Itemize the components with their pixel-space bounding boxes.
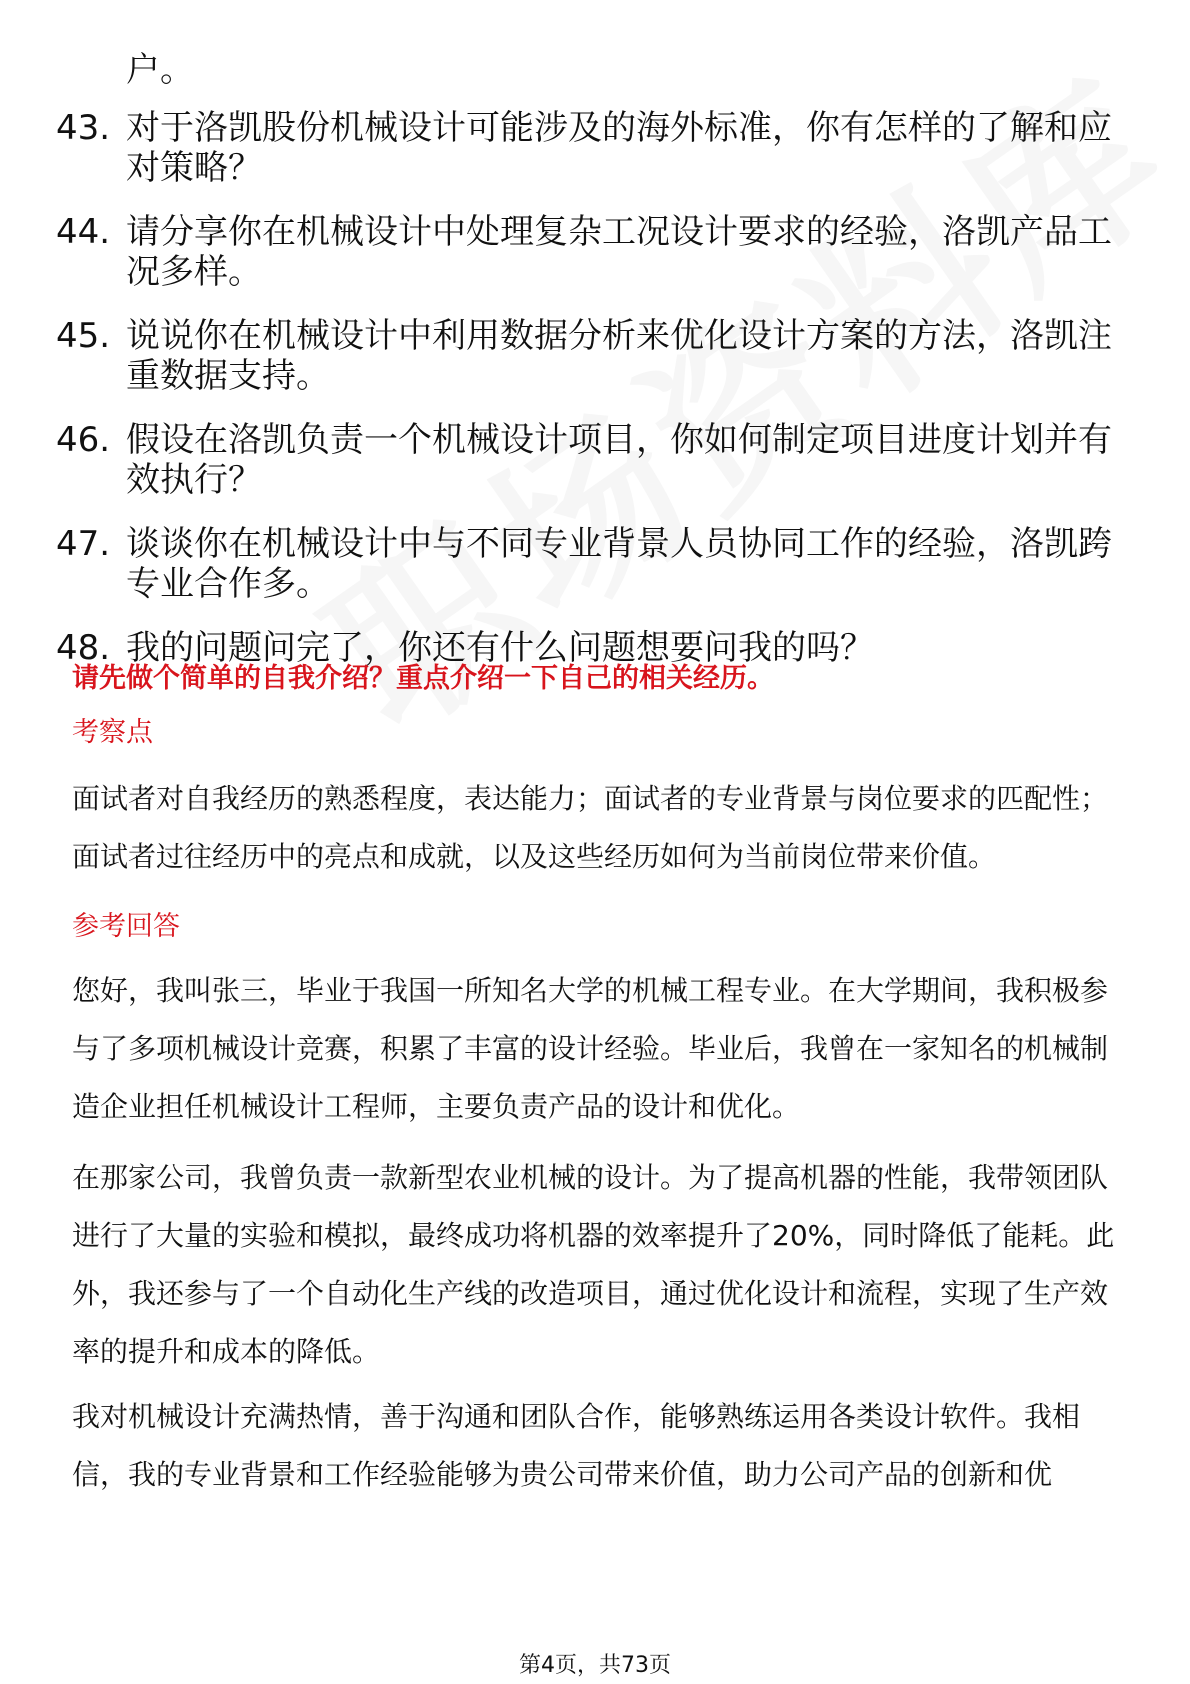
question-item bbox=[56, 524, 1136, 604]
question-item bbox=[56, 420, 1136, 500]
question-item bbox=[56, 316, 1136, 396]
question-text: 我的问题问完了，你还有什么问题想要问我的吗？ bbox=[126, 628, 874, 668]
question-number: 46. bbox=[56, 420, 111, 460]
question-item bbox=[56, 212, 1136, 292]
question-text: 谈谈你在机械设计中与不同专业背景人员协同工作的经验，洛凯跨专业合作多。 bbox=[126, 524, 1112, 604]
focus-text: 面试者对自我经历的熟悉程度，表达能力；面试者的专业背景与岗位要求的匹配性；面试者过往经历中的亮点和成就，以及这些经历如何为当前岗位带来价值。 bbox=[72, 782, 1109, 873]
question-text: 说说你在机械设计中利用数据分析来优化设计方案的方法，洛凯注重数据支持。 bbox=[126, 316, 1112, 396]
answer-paragraph: 我对机械设计充满热情，善于沟通和团队合作，能够熟练运用各类设计软件。我相信，我的专业背景和工作经验能够为贵公司带来价值，助力公司产品的创新和优 bbox=[72, 1400, 1081, 1491]
question-text: 假设在洛凯负责一个机械设计项目，你如何制定项目进度计划并有效执行？ bbox=[126, 420, 1112, 500]
question-number: 47. bbox=[56, 524, 111, 564]
carryover-text: 户。 bbox=[126, 50, 194, 90]
page-footer: 第4页，共73页 bbox=[519, 1653, 671, 1678]
question-list bbox=[56, 48, 1136, 692]
question-item bbox=[56, 108, 1136, 188]
answer-paragraph: 在那家公司，我曾负责一款新型农业机械的设计。为了提高机器的性能，我带领团队进行了大量的实验和模拟，最终成功将机器的效率提升了20%，同时降低了能耗。此外，我还参与了一个自动化生产线的改造项目，通过优化设计和流程，实现了生产效率的提升和成本的降低。 bbox=[72, 1161, 1115, 1368]
question-number: 48. bbox=[56, 628, 111, 668]
question-number: 45. bbox=[56, 316, 111, 356]
question-text: 请分享你在机械设计中处理复杂工况设计要求的经验，洛凯产品工况多样。 bbox=[126, 212, 1112, 292]
question-number: 44. bbox=[56, 212, 111, 252]
answer-heading: 参考回答 bbox=[72, 911, 180, 942]
question-title: 请先做个简单的自我介绍？重点介绍一下自己的相关经历。 bbox=[72, 663, 774, 694]
question-text: 对于洛凯股份机械设计可能涉及的海外标准，你有怎样的了解和应对策略？ bbox=[126, 108, 1112, 188]
focus-heading: 考察点 bbox=[72, 717, 153, 748]
answer-paragraph: 您好，我叫张三，毕业于我国一所知名大学的机械工程专业。在大学期间，我积极参与了多项机械设计竞赛，积累了丰富的设计经验。毕业后，我曾在一家知名的机械制造企业担任机械设计工程师，主要负责产品的设计和优化。 bbox=[72, 974, 1109, 1123]
question-number: 43. bbox=[56, 108, 111, 148]
